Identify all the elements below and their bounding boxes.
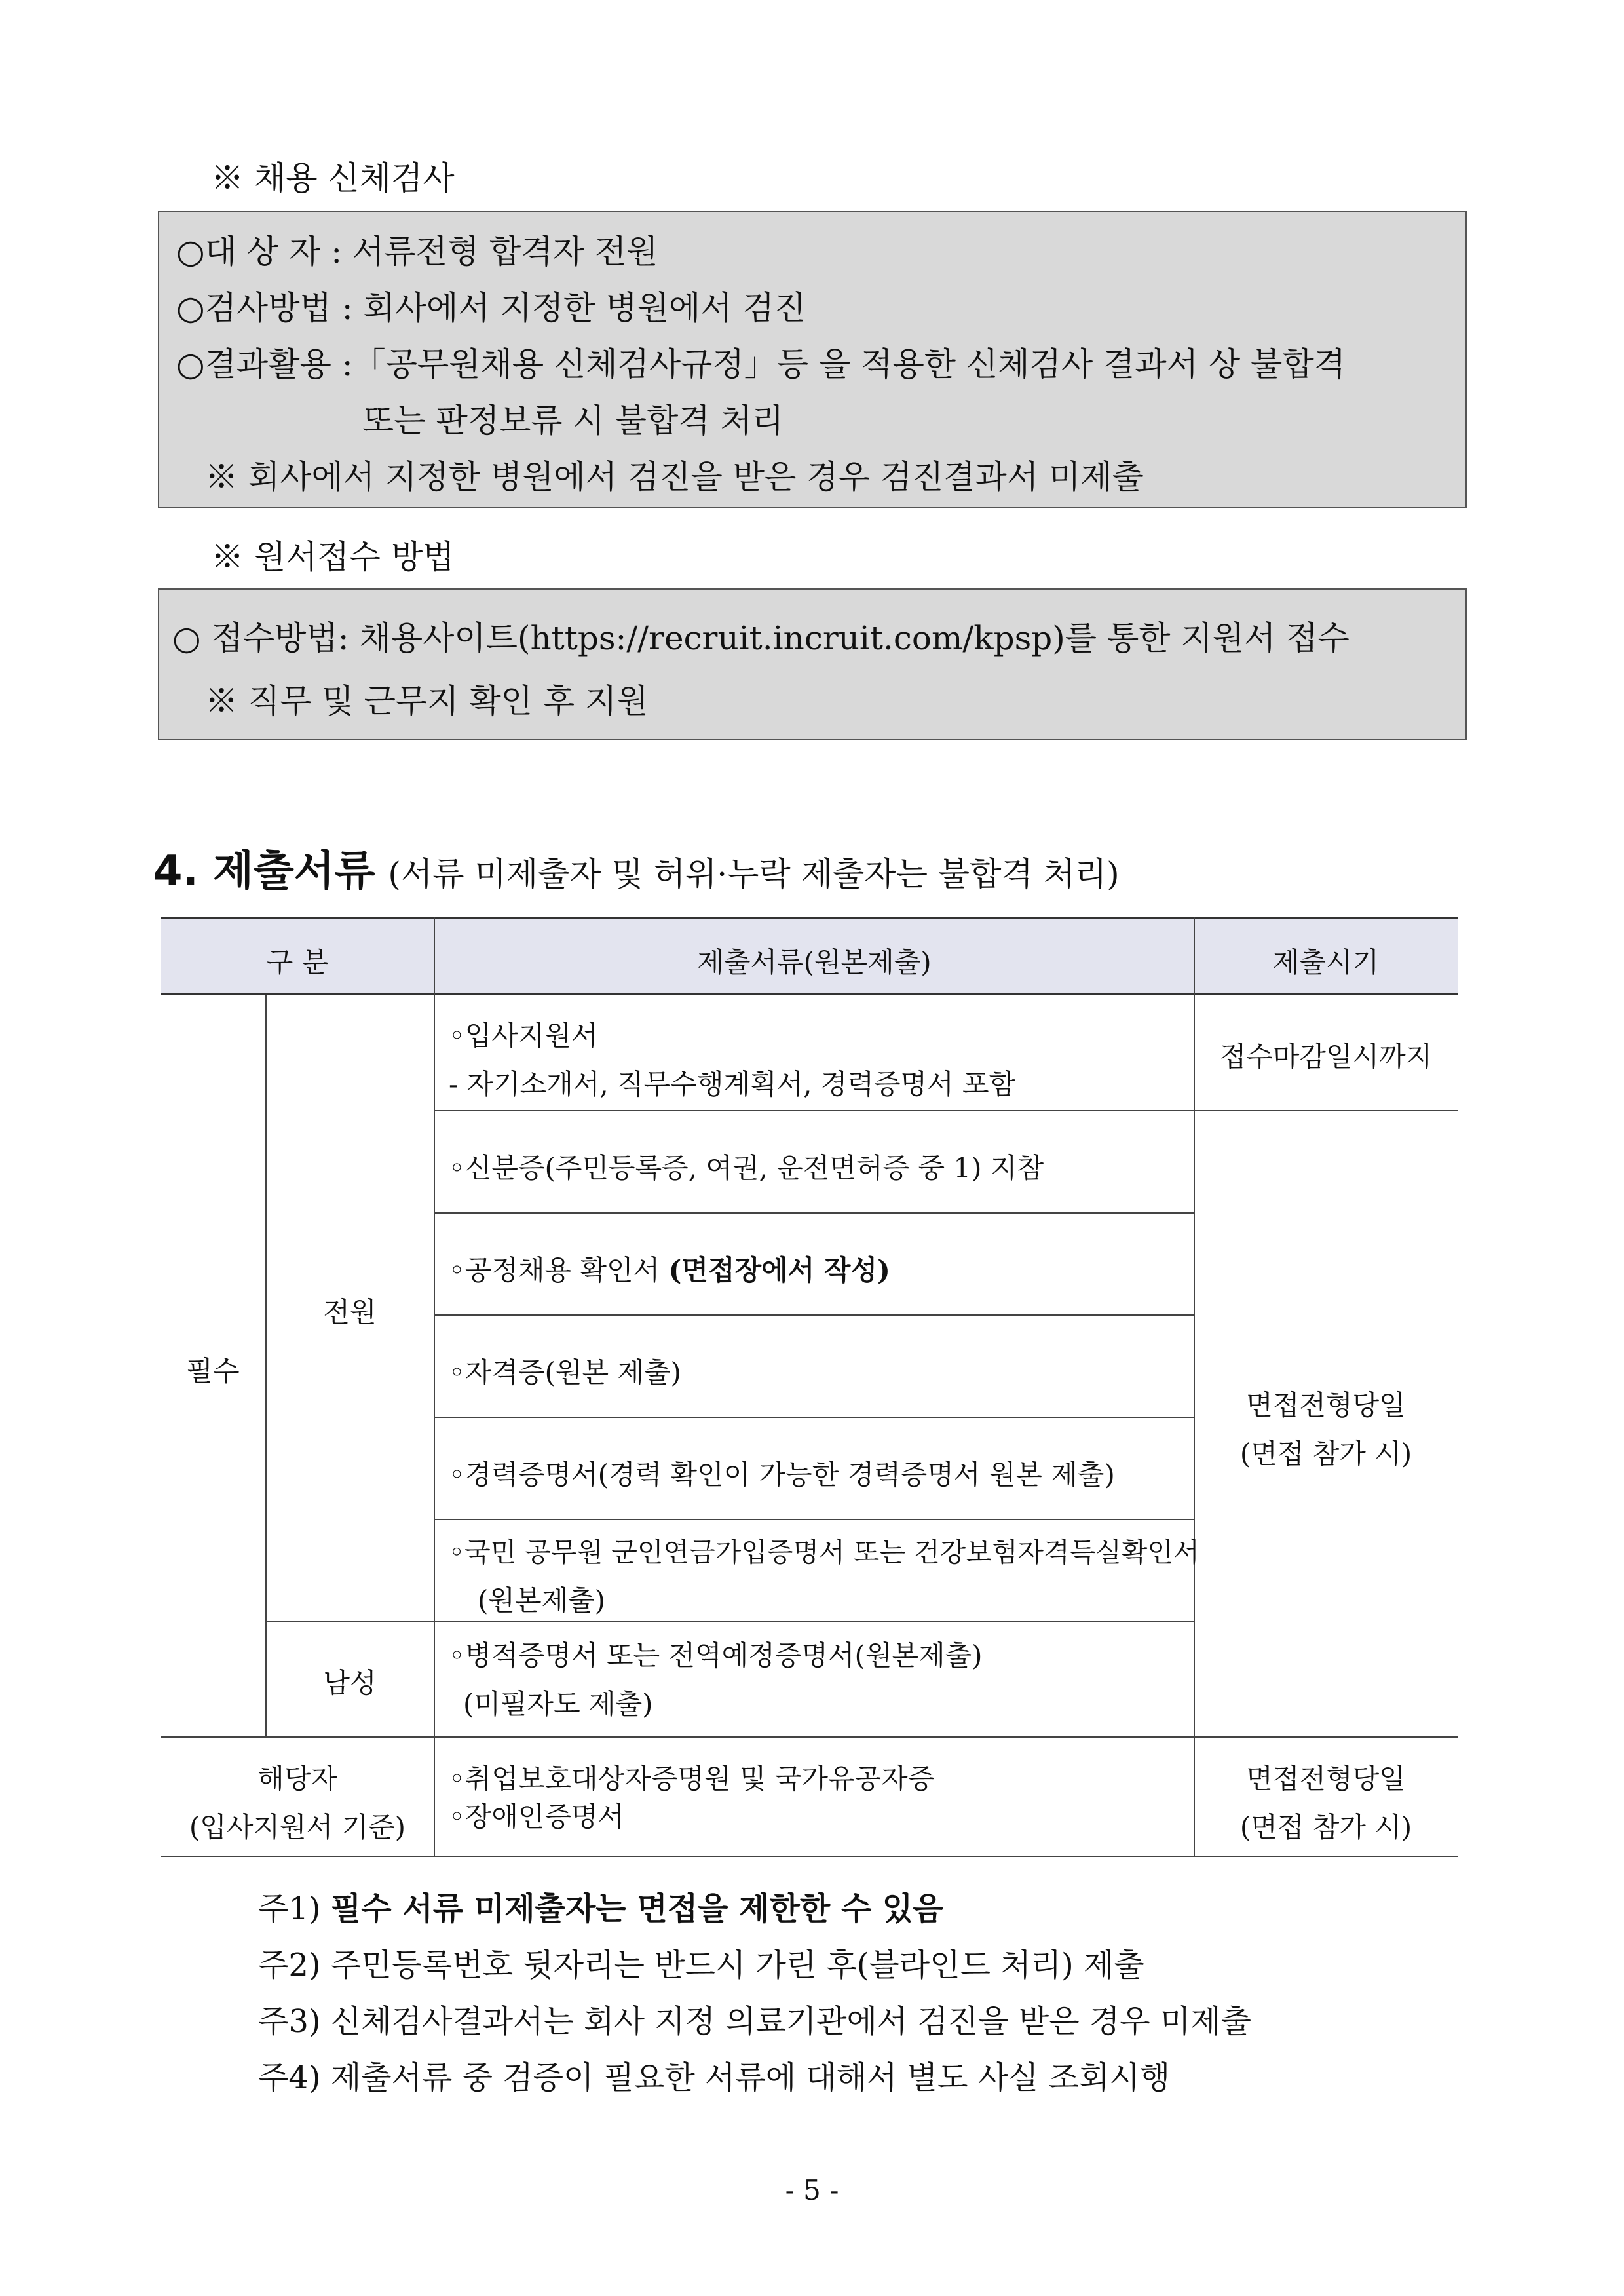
table-bottom-border (161, 1856, 1458, 1857)
application-note-line: ※ 직무 및 근무지 확인 후 지원 (205, 682, 649, 720)
section-subtitle: (서류 미제출자 및 허위·누락 제출자는 불합격 처리) (388, 855, 1120, 893)
header-timing: 제출시기 (1272, 946, 1380, 978)
physical-exam-box (158, 211, 1467, 508)
footnote-3: 주3) 신체검사결과서는 회사 지정 의료기관에서 검진을 받은 경우 미제출 (258, 2003, 1252, 2040)
doc-fair-hiring-note: (면접장에서 작성) (668, 1254, 890, 1286)
exam-target-line: ○대 상 자 : 서류전형 합격자 전원 (176, 233, 658, 271)
physical-exam-heading: ※ 채용 신체검사 (211, 159, 455, 197)
doc-application-form: ◦입사지원서 (449, 1020, 598, 1052)
doc-disability-cert: ◦장애인증명서 (449, 1801, 625, 1833)
doc-military-cert-note: (미필자도 제출) (463, 1688, 653, 1720)
section-title (153, 837, 1120, 898)
row-divider (265, 1621, 1195, 1622)
header-divider (434, 917, 435, 995)
row-divider (434, 1519, 1195, 1520)
page-number: - 5 - (785, 2174, 839, 2206)
exam-method-line: ○검사방법 : 회사에서 지정한 병원에서 검진 (176, 289, 806, 327)
timing-interview-note-2: (면접 참가 시) (1239, 1811, 1412, 1843)
row-divider (434, 1212, 1195, 1214)
all-label: 전원 (323, 1296, 377, 1328)
row-divider (434, 1314, 1195, 1316)
doc-fair-hiring (449, 1249, 890, 1288)
footnote-1-text: 필수 서류 미제출자는 면접을 제한한 수 있음 (330, 1890, 943, 1927)
required-label: 필수 (186, 1355, 240, 1387)
timing-interview-day-2: 면접전형당일 (1246, 1763, 1406, 1795)
application-heading: ※ 원서접수 방법 (211, 538, 455, 576)
column-divider (434, 995, 435, 1857)
doc-fair-hiring-text: ◦공정채용 확인서 (449, 1254, 669, 1286)
exam-result-line-cont: 또는 판정보류 시 불합격 처리 (362, 402, 784, 440)
timing-deadline: 접수마감일시까지 (1219, 1041, 1433, 1073)
footnote-4: 주4) 제출서류 중 검증이 필요한 서류에 대해서 별도 사실 조회시행 (258, 2059, 1171, 2096)
exam-note-line: ※ 회사에서 지정한 병원에서 검진을 받은 경우 검진결과서 미제출 (205, 458, 1144, 496)
header-documents: 제출서류(원본제출) (697, 946, 932, 978)
applicable-label: 해당자 (257, 1763, 337, 1795)
footnote-2: 주2) 주민등록번호 뒷자리는 반드시 가린 후(블라인드 처리) 제출 (258, 1947, 1144, 1983)
row-divider (161, 1736, 1458, 1738)
section-number-title: 4. 제출서류 (153, 847, 375, 896)
header-divider (1194, 917, 1195, 995)
applicable-label-sub: (입사지원서 기준) (189, 1811, 406, 1843)
doc-pension-cert: ◦국민 공무원 군인연금가입증명서 또는 건강보험자격득실확인서 (449, 1537, 1199, 1568)
doc-application-form-detail: - 자기소개서, 직무수행계획서, 경력증명서 포함 (449, 1068, 1016, 1100)
documents-table (161, 917, 1458, 1857)
footnote-1 (258, 1883, 943, 1928)
column-divider (265, 995, 267, 1736)
row-divider (434, 1417, 1195, 1418)
doc-veteran-cert: ◦취업보호대상자증명원 및 국가유공자증 (449, 1763, 935, 1795)
exam-result-line: ○결과활용 :「공무원채용 신체검사규정」등 을 적용한 신체검사 결과서 상 불합격 (176, 345, 1346, 383)
footnote-1-prefix: 주1) (258, 1890, 331, 1927)
doc-id-card: ◦신분증(주민등록증, 여권, 운전면허증 중 1) 지참 (449, 1152, 1044, 1184)
column-divider (1194, 995, 1195, 1857)
timing-interview-day: 면접전형당일 (1246, 1389, 1406, 1421)
doc-pension-cert-note: (원본제출) (478, 1584, 606, 1617)
row-divider (434, 1110, 1458, 1111)
doc-certificate: ◦자격증(원본 제출) (449, 1356, 681, 1388)
application-method-line: ○ 접수방법: 채용사이트(https://recruit.incruit.com/kpsp)를 통한 지원서 접수 (172, 619, 1350, 657)
doc-career-cert: ◦경력증명서(경력 확인이 가능한 경력증명서 원본 제출) (449, 1459, 1115, 1491)
application-box (158, 588, 1467, 740)
doc-military-cert: ◦병적증명서 또는 전역예정증명서(원본제출) (449, 1639, 983, 1672)
header-category: 구 분 (266, 946, 329, 978)
timing-interview-note: (면접 참가 시) (1239, 1438, 1412, 1470)
male-label: 남성 (323, 1667, 377, 1699)
